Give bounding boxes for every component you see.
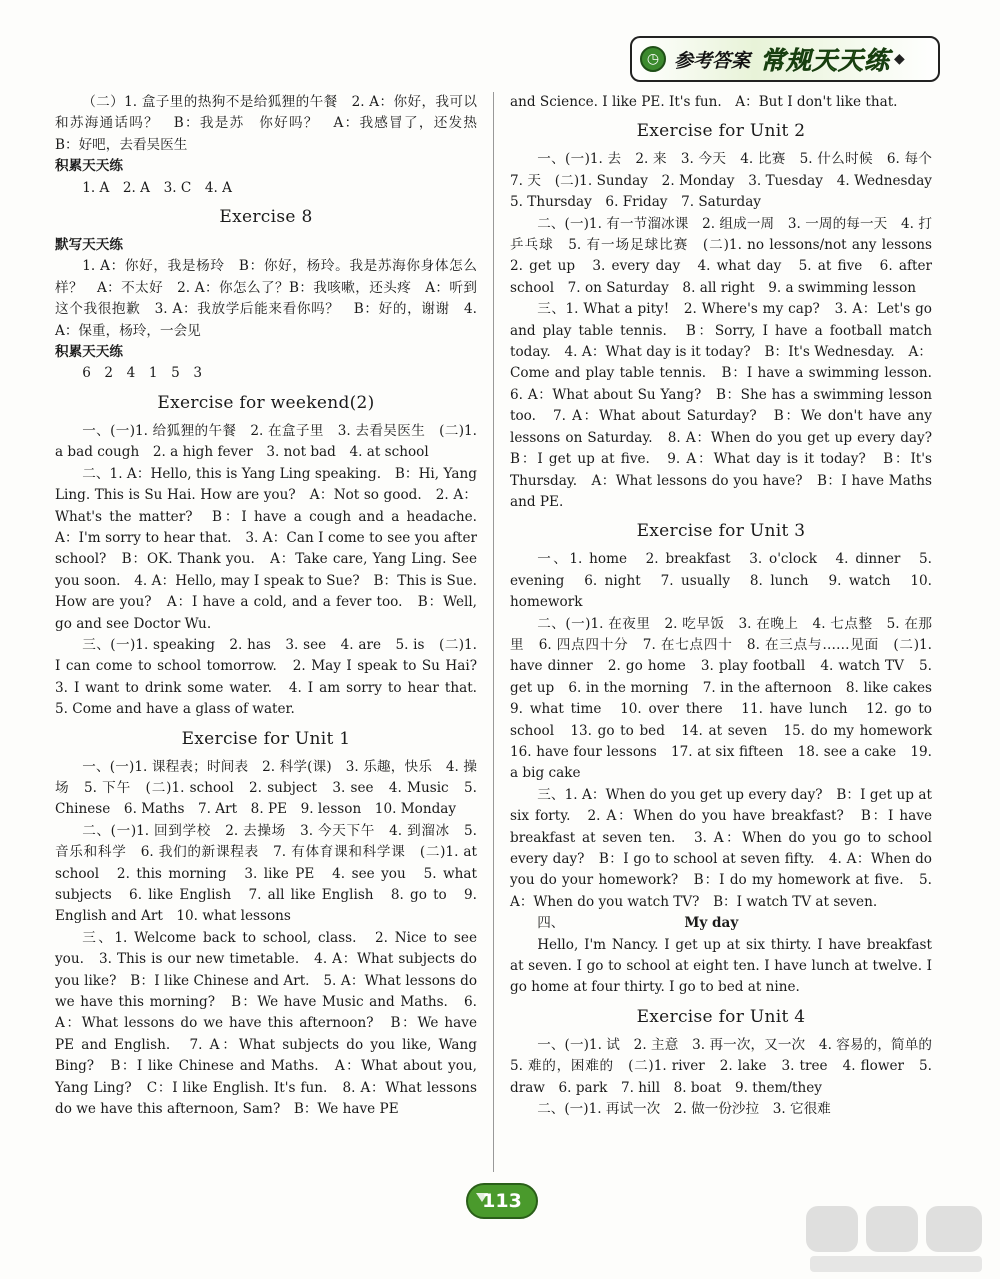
answer-paragraph: and Science. I like PE. It's fun. A：But I don't like that. <box>510 94 898 110</box>
answer-paragraph: 三、(一)1. speaking 2. has 3. see 4. are 5. is (二)1. I can come to school tomorrow. 2. May I speak to Su Hai? 3. I want to drink some water. 4. I am sorry to hear that. 5. Come and have a glass of water. <box>55 636 491 718</box>
right-column <box>510 92 946 1120</box>
answer-paragraph: （二）1. 盒子里的热狗不是给狐狸的午餐 2. A：你好，我可以和苏海通话吗？ B：我是苏 你好吗？ A：我感冒了，还发热 B：好吧，去看吴医生 <box>55 94 491 153</box>
answer-paragraph: 6 2 4 1 5 3 <box>82 365 203 382</box>
page-number: 113 <box>466 1183 538 1219</box>
exercise-title: Exercise for weekend(2) <box>157 392 375 413</box>
exercise-title: Exercise 8 <box>219 207 313 228</box>
answer-paragraph: 三、1. Welcome back to school, class. 2. Nice to see you. 3. This is our new timetable. 4. A：What subjects do you like? B：I like Chinese and Art. 5. A：What lessons do we have this morning? B：We have Music and Maths. 6. A：What lessons do we have this afternoon? B：We have PE and English. 7. A：What subjects do you like, Wang Bing? B：I like Chinese and Maths. A：What about you, Yang Ling? C：I like English. It's fun. 8. A：What lessons do we have this afternoon, Sam? B：We have PE <box>55 929 477 1118</box>
answer-paragraph: 三、1. A：When do you get up every day? B：I get up at six forty. 2. A：When do you have breakfast? B：I have breakfast at seven ten. 3. A：When do you go to school every day? B：I go to school at seven fifty. 4. A：When do you do your homework? B：I do my homework at five. 5. A：When do you watch TV? B：I watch TV at seven. <box>510 786 932 910</box>
section-label: 积累天天练 <box>55 344 123 361</box>
exercise-title: Exercise for Unit 2 <box>636 121 806 142</box>
answer-paragraph: 一、(一)1. 试 2. 主意 3. 再一次，又一次 4. 容易的，简单的 5. 难的，困难的 (二)1. river 2. lake 3. tree 4. flower 5. draw 6. park 7. hill 8. boat 9. them/they <box>510 1036 946 1096</box>
exercise-title: Exercise for Unit 4 <box>636 1006 806 1027</box>
answer-paragraph: 二、(一)1. 回到学校 2. 去操场 3. 今天下午 4. 到溜冰 5. 音乐和科学 6. 我们的新课程表 7. 有体育课和科学课 (二)1. at school 2. this morning 3. like PE 4. see you 5. what subjects 6. like English 7. all like English 8. go to 9. English and Art 10. what lessons <box>55 822 477 925</box>
answer-paragraph: 二、1. A：Hello, this is Yang Ling speaking. B：Hi, Yang Ling. This is Su Hai. How are you? A：Not so good. 2. A：What's the matter? B：I have a cough and a headache. A：I'm sorry to hear that. 3. A：Can I come to see you after school? B：OK. Thank you. A：Take care, Yang Ling. See you soon. 4. A：Hello, may I speak to Sue? B：This is Sue. How are you? A：I have a cold, and a fever too. B：Well, go and see Doctor Wu. <box>55 465 491 632</box>
essay-title: My day <box>684 915 739 932</box>
answer-paragraph: 二、(一)1. 有一节溜冰课 2. 组成一周 3. 一周的每一天 4. 打乒乓球 5. 有一场足球比赛 (二)1. no lessons/not any lessons 2. get up 3. every day 4. what day 5. at five 6. after school 7. on Saturday 8. all right 9. a swimming lesson <box>510 215 946 296</box>
page-arrow-icon <box>476 1193 488 1202</box>
section-label: 默写天天练 <box>55 237 123 254</box>
diamond-icon: ◆ <box>894 51 905 67</box>
essay-heading <box>510 913 932 934</box>
essay-number: 四、 <box>537 915 565 932</box>
essay-paragraph: Hello, I'm Nancy. I get up at six thirty. I have breakfast at seven. I go to school at eight ten. I have lunch at twelve. I go home at four thirty. I go to bed at nine. <box>510 936 932 996</box>
header-series-title: 常规天天练 <box>760 46 891 75</box>
answer-paragraph: 二、(一)1. 在夜里 2. 吃早饭 3. 在晚上 4. 七点整 5. 在那里 6. 四点四十分 7. 在七点四十 8. 在三点与……见面 (二)1. have dinner 2. go home 3. play football 4. watch TV 5. get up 6. in the morning 7. in the afternoon 8. like cakes 9. what time 10. over there 11. have lunch 12. go to school 13. go to bed 14. at seven 15. do my homework 16. have four lessons 17. at six fifteen 18. see a cake 19. a big cake <box>510 615 946 782</box>
exercise-title: Exercise for Unit 1 <box>181 728 351 749</box>
header-banner <box>630 36 940 82</box>
answer-paragraph: 一、1. home 2. breakfast 3. o'clock 4. dinner 5. evening 6. night 7. usually 8. lunch 9. watch 10. homework <box>510 551 932 611</box>
answer-paragraph: 三、1. What a pity! 2. Where's my cap? 3. A：Let's go and play table tennis. B：Sorry, I have a football match today. 4. A：What day is it today? B：It's Wednesday. A：Come and play table tennis. B：I have a swimming lesson. 6. A：What about Su Yang? B：She has a swimming lesson too. 7. A：What about Saturday? B：We don't have any lessons on Saturday. 8. A：When do you get up every day? B：I get up at five. 9. A：What day is it today? B：It's Thursday. A：What lessons do you have? B：I have Maths and PE. <box>510 301 946 510</box>
answer-paragraph: 一、(一)1. 给狐狸的午餐 2. 在盒子里 3. 去看吴医生 (二)1. a bad cough 2. a high fever 3. not bad 4. at school <box>55 422 477 461</box>
section-label: 积累天天练 <box>55 158 123 175</box>
header-answer-label: 参考答案 <box>674 49 751 72</box>
watermark-logo <box>800 1196 990 1276</box>
left-column <box>55 92 491 1120</box>
column-divider <box>493 92 494 1172</box>
answer-paragraph: 一、(一)1. 课程表；时间表 2. 科学(课) 3. 乐趣，快乐 4. 操场 5. 下午 (二)1. school 2. subject 3. see 4. Music 5. Chinese 6. Maths 7. Art 8. PE 9. lesson 10. Monday <box>55 758 477 818</box>
answer-paragraph: 二、(一)1. 再试一次 2. 做一份沙拉 3. 它很难 <box>537 1101 831 1118</box>
answer-paragraph: 1. A：你好，我是杨玲 B：你好，杨玲。我是苏海你身体怎么样？ A：不太好 2. A：你怎么了？B：我咳嗽，还头疼 A：听到这个我很抱歉 3. A：我放学后能来看你吗？ B：好的，谢谢 4. A：保重，杨玲，一会见 <box>55 258 477 339</box>
clock-icon: ◷ <box>640 46 666 72</box>
answer-paragraph: 1. A 2. A 3. C 4. A <box>82 179 232 196</box>
answer-paragraph: 一、(一)1. 去 2. 来 3. 今天 4. 比赛 5. 什么时候 6. 每个 7. 天 (二)1. Sunday 2. Monday 3. Tuesday 4. Wednesday 5. Thursday 6. Friday 7. Saturday <box>510 151 946 211</box>
exercise-title: Exercise for Unit 3 <box>636 521 806 542</box>
